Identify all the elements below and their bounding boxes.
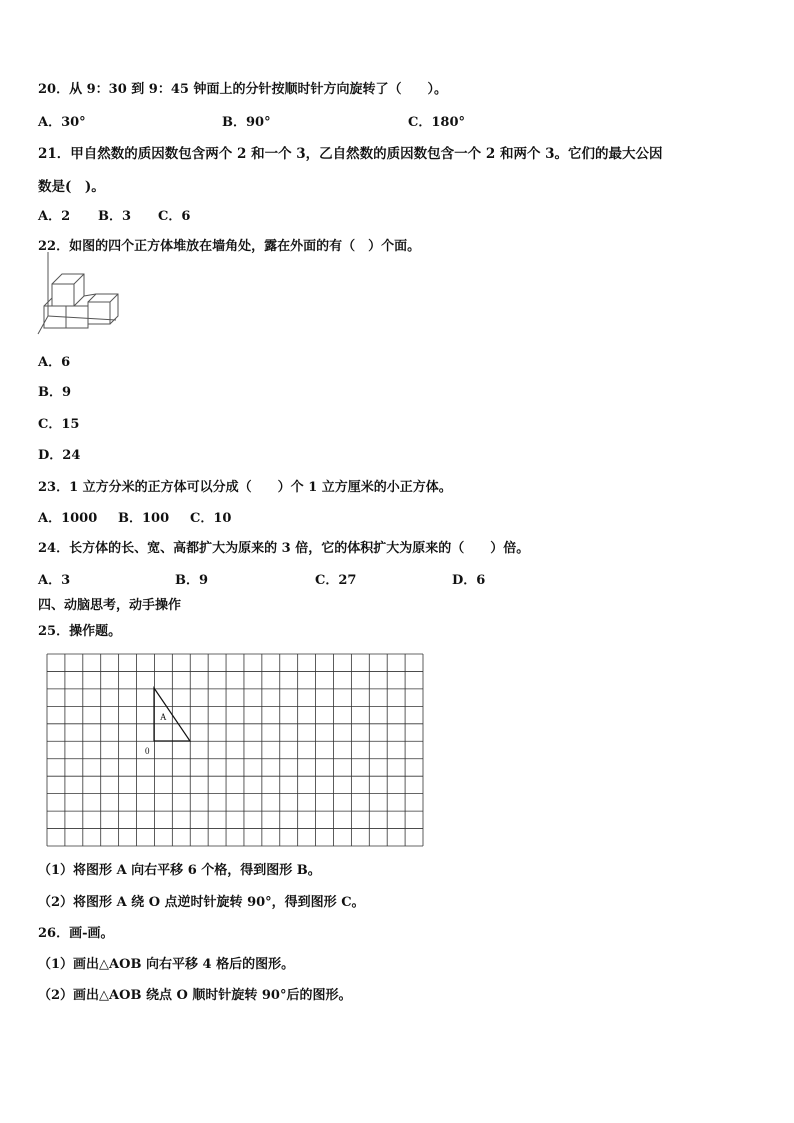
q23-stem: 23．1 立方分米的正方体可以分成（ ）个 1 立方厘米的小正方体。: [38, 480, 452, 495]
q24-stem: 24．长方体的长、宽、高都扩大为原来的 3 倍，它的体积扩大为原来的（ ）倍。: [38, 541, 530, 556]
q24-option-d: D．6: [452, 573, 486, 588]
q20-option-c: C．180°: [408, 115, 465, 130]
q20-option-b: B．90°: [222, 115, 271, 130]
q21-option-b: B．3: [98, 209, 132, 224]
q25-sub2: （2）将图形 A 绕 O 点逆时针旋转 90°，得到图形 C。: [38, 895, 365, 910]
q25-stem: 25．操作题。: [38, 624, 122, 639]
q22-option-c: C．15: [38, 417, 80, 432]
q22-option-a: A．6: [38, 355, 71, 370]
stacked-cubes-figure: [36, 248, 120, 338]
q23-option-b: B．100: [118, 511, 170, 526]
q20-stem: 20．从 9：30 到 9：45 钟面上的分针按顺时针方向旋转了（ ）。: [38, 82, 447, 97]
q23-option-c: C．10: [190, 511, 232, 526]
triangle-a-label: A: [160, 712, 167, 722]
q24-option-c: C．27: [315, 573, 357, 588]
q22-option-d: D．24: [38, 448, 81, 463]
q21-stem-line2: 数是( )。: [38, 179, 105, 195]
q26-stem: 26．画-画。: [38, 926, 114, 941]
q21-stem-line1: 21．甲自然数的质因数包含两个 2 和一个 3，乙自然数的质因数包含一个 2 和两个 3。它们的最大公因: [38, 146, 663, 162]
q26-sub1: （1）画出△AOB 向右平移 4 格后的图形。: [38, 957, 295, 972]
q23-option-a: A．1000: [38, 511, 98, 526]
q24-option-a: A．3: [38, 573, 71, 588]
q22-stem: 22．如图的四个正方体堆放在墙角处，露在外面的有（ ）个面。: [38, 239, 421, 254]
section-4-title: 四、动脑思考，动手操作: [38, 598, 182, 613]
q25-grid: [47, 654, 423, 846]
q21-option-c: C．6: [158, 209, 191, 224]
q26-sub2: （2）画出△AOB 绕点 O 顺时针旋转 90°后的图形。: [38, 988, 352, 1003]
point-o-label: 0: [145, 746, 150, 756]
q25-sub1: （1）将图形 A 向右平移 6 个格，得到图形 B。: [38, 863, 321, 878]
q21-option-a: A．2: [38, 209, 71, 224]
q24-option-b: B．9: [175, 573, 209, 588]
q20-option-a: A．30°: [38, 115, 86, 130]
q22-option-b: B．9: [38, 385, 72, 400]
